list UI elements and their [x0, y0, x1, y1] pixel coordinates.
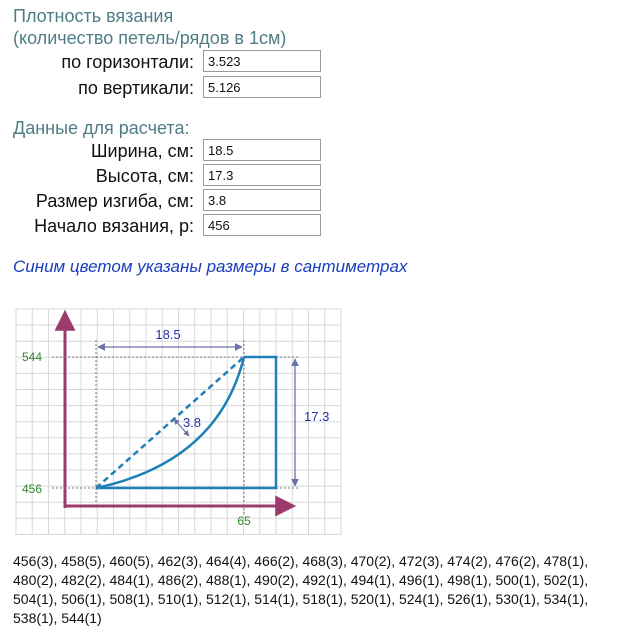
diagonal-chord [96, 357, 244, 488]
width-dimension-label: 18.5 [155, 327, 181, 342]
horizontal-density-label: по горизонтали: [61, 52, 194, 72]
width-row [0, 139, 330, 163]
bend-input[interactable] [203, 189, 321, 211]
end-row-label: 544 [22, 350, 43, 364]
bend-label: Размер изгиба, см: [35, 191, 194, 211]
calc-title: Данные для расчета: [13, 118, 190, 138]
width-input[interactable] [203, 139, 321, 161]
density-subtitle: (количество петель/рядов в 1см) [13, 28, 287, 48]
vertical-density-label: по вертикали: [78, 78, 194, 98]
vertical-density-row [0, 76, 330, 100]
horizontal-density-input[interactable] [203, 50, 321, 72]
bend-row [0, 189, 330, 213]
bend-dimension-label: 3.8 [182, 415, 202, 430]
start-row [0, 214, 330, 238]
horizontal-density-row [0, 50, 330, 74]
start-row-label: 456 [22, 482, 43, 496]
density-title: Плотность вязания [13, 6, 174, 26]
height-row [0, 164, 330, 188]
height-label: Высота, см: [95, 166, 194, 186]
height-input[interactable] [203, 164, 321, 186]
vertical-density-input[interactable] [203, 76, 321, 98]
result-text: 456(3), 458(5), 460(5), 462(3), 464(4), 466(2), 468(3), 470(2), 472(3), 474(2), 476(2), 478(1), 480(2), 482(2), 484(1), 486(2), 488(1), 490(2), 492(1), 494(1), 496(1), 498(1), 500(1), 502(1), 504(1), 506(1), 508(1), 510(1), 512(1), 514(1), 518(1), 520(1), 524(1), 526(1), 530(1), 534(1), 538(1), 544(1) [13, 553, 589, 626]
stitch-label: 65 [237, 514, 251, 528]
width-label: Ширина, см: [91, 141, 194, 161]
knitting-diagram [0, 300, 360, 540]
start-label: Начало вязания, р: [34, 216, 194, 236]
start-input[interactable] [203, 214, 321, 236]
note-text: Синим цветом указаны размеры в сантиметрах [13, 257, 408, 276]
height-dimension-label: 17.3 [304, 409, 330, 424]
